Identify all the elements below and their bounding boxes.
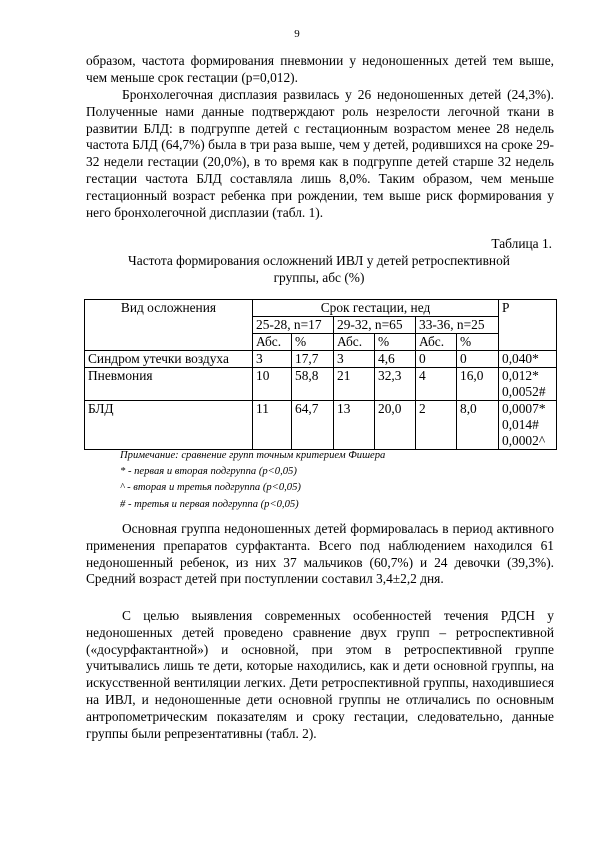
header-abs: Абс. — [334, 334, 375, 351]
cell: 32,3 — [375, 368, 416, 401]
header-pct: % — [292, 334, 334, 351]
table-header-row-1 — [85, 300, 557, 317]
cell: 64,7 — [292, 401, 334, 450]
row-name: Пневмония — [85, 368, 253, 401]
note-line: Примечание: сравнение групп точным критерием Фишера — [120, 450, 386, 461]
cell: 4 — [416, 368, 457, 401]
p-value: 0,0052# — [502, 384, 546, 399]
header-p: Р — [499, 300, 557, 351]
p-value: 0,0002^ — [502, 433, 546, 448]
row-name: БЛД — [85, 401, 253, 450]
note-line: # - третья и первая подгруппа (р<0,05) — [120, 498, 299, 510]
cell: 2 — [416, 401, 457, 450]
complications-table — [84, 299, 557, 450]
table-row — [85, 368, 557, 401]
table-notes — [120, 448, 385, 513]
cell: 21 — [334, 368, 375, 401]
table-caption — [110, 252, 528, 286]
cell: 13 — [334, 401, 375, 450]
p-value: 0,014# — [502, 417, 539, 432]
header-pct: % — [375, 334, 416, 351]
cell: 16,0 — [457, 368, 499, 401]
paragraph-3: Основная группа недоношенных детей формировалась в период активного применения препаратов сурфактанта. Всего под наблюдением находился 61 недоношенный ребенок, из них 37 мальчиков (60,7%) и 24 девочки (39,3%). Средний возраст детей при поступлении составил 3,4±2,2 дня. — [86, 521, 554, 587]
cell: 58,8 — [292, 368, 334, 401]
cell: 11 — [253, 401, 292, 450]
header-complication: Вид осложнения — [85, 300, 253, 351]
table-row — [85, 351, 557, 368]
p-cell — [499, 401, 557, 450]
cell: 20,0 — [375, 401, 416, 450]
cell: 3 — [253, 351, 292, 368]
table-caption-line-1: Частота формирования осложнений ИВЛ у детей ретроспективной — [128, 253, 510, 268]
p-value: 0,012* — [502, 368, 539, 383]
paragraph-1: образом, частота формирования пневмонии у недоношенных детей тем выше, чем меньше срок гестации (р=0,012). — [86, 53, 554, 85]
table-row — [85, 401, 557, 450]
cell: 4,6 — [375, 351, 416, 368]
table-label: Таблица 1. — [491, 236, 552, 251]
cell: 3 — [334, 351, 375, 368]
header-term: Срок гестации, нед — [253, 300, 499, 317]
paragraph-4: С целью выявления современных особенностей течения РДСН у недоношенных детей проведено сравнение двух групп – ретроспективной («досурфактантной») и основной, при этом в ретроспективной группе учитывались лишь те дети, которые находились, как и дети основной группы, на искусственной вентиляции легких. Дети ретроспективной группы, находившиеся на ИВЛ, и недоношенные дети основной группы не отличались по основным антропометрическим показателям и сроку гестации, следовательно, данные группы были репрезентативны (табл. 2). — [86, 608, 554, 741]
p-value: 0,0007* — [502, 401, 546, 416]
header-abs: Абс. — [253, 334, 292, 351]
note-line: * - первая и вторая подгруппа (р<0,05) — [120, 466, 297, 478]
cell: 8,0 — [457, 401, 499, 450]
header-pct: % — [457, 334, 499, 351]
header-abs: Абс. — [416, 334, 457, 351]
header-group-1: 25-28, n=17 — [253, 317, 334, 334]
paragraph-2: Бронхолегочная дисплазия развилась у 26 недоношенных детей (24,3%). Полученные нами данные подтверждают роль незрелости легочной ткани в развитии БЛД: в подгруппе детей с гестационным возрастом менее 28 недель частота БЛД (64,7%) была в три раза выше, чем у детей, родившихся на сроке 29-32 недели гестации (20,0%), в то время как в подгруппе детей старше 32 недель гестации частота БЛД составляла лишь 8,0%. Таким образом, чем меньше гестационный возраст ребенка при рождении, тем выше риск формирования у него бронхолегочной дисплазии (табл. 1). — [86, 87, 554, 220]
table-caption-line-2: группы, абс (%) — [273, 270, 365, 285]
p-cell — [499, 351, 557, 368]
p-value: 0,040* — [502, 351, 539, 366]
note-line: ^ - вторая и третья подгруппа (р<0,05) — [120, 482, 301, 494]
p-cell — [499, 368, 557, 401]
header-group-3: 33-36, n=25 — [416, 317, 499, 334]
cell: 10 — [253, 368, 292, 401]
cell: 0 — [457, 351, 499, 368]
page-number: 9 — [294, 28, 300, 40]
cell: 17,7 — [292, 351, 334, 368]
cell: 0 — [416, 351, 457, 368]
header-group-2: 29-32, n=65 — [334, 317, 416, 334]
row-name: Синдром утечки воздуха — [85, 351, 253, 368]
